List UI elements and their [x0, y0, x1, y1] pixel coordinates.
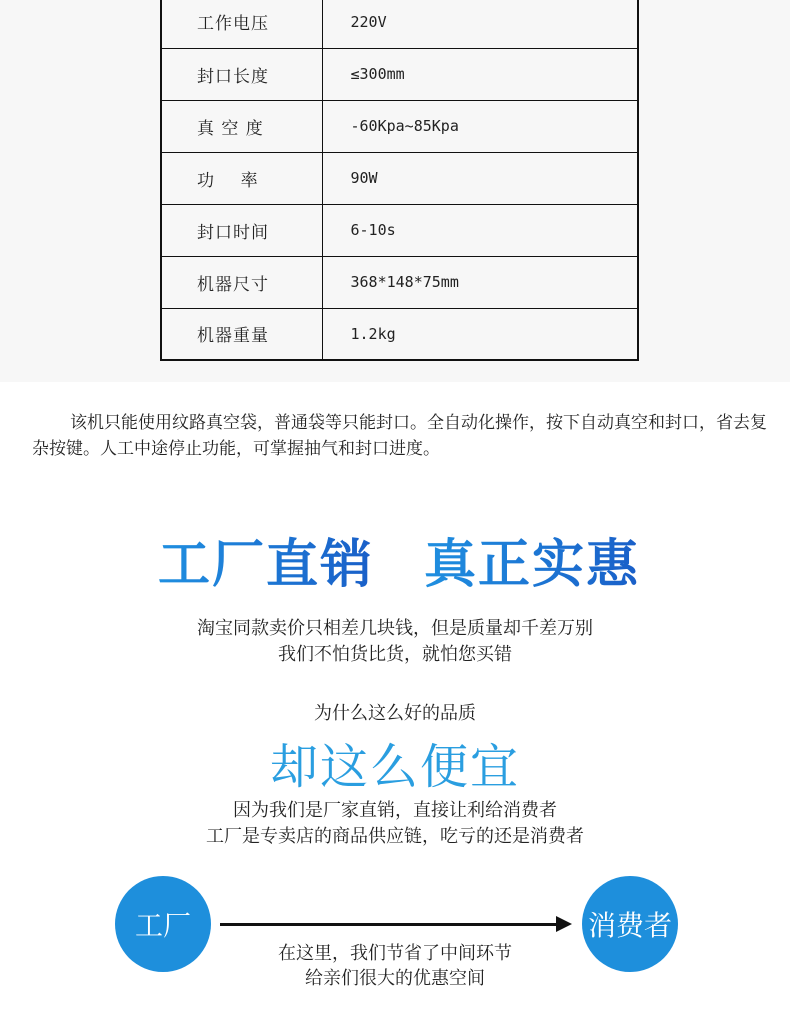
spec-row	[161, 0, 638, 48]
promo-line-1: 淘宝同款卖价只相差几块钱，但是质量却千差万别	[197, 618, 593, 639]
spec-value: 368*148*75mm	[322, 256, 638, 308]
spec-value: ≤300mm	[322, 48, 638, 100]
spec-label: 机器尺寸	[161, 256, 322, 308]
promo-line-4: 因为我们是厂家直销，直接让利给消费者	[233, 800, 557, 821]
spec-label: 功 率	[161, 152, 322, 204]
promo-line-5: 工厂是专卖店的商品供应链，吃亏的还是消费者	[206, 826, 584, 847]
factory-circle: 工厂	[115, 876, 211, 972]
headline-left: 工厂直销	[158, 522, 374, 597]
spec-row	[161, 152, 638, 204]
spec-row	[161, 48, 638, 100]
headline-right: 真正实惠	[424, 522, 640, 597]
flow-caption-1: 在这里，我们节省了中间环节	[278, 943, 512, 964]
spec-row	[161, 204, 638, 256]
spec-value: 1.2kg	[322, 308, 638, 360]
spec-row	[161, 308, 638, 360]
promo-question: 为什么这么好的品质	[314, 703, 476, 724]
promo-cheap-heading: 却这么便宜	[269, 739, 520, 795]
spec-value: 220V	[322, 0, 638, 48]
spec-label: 真 空 度	[161, 100, 322, 152]
spec-label: 机器重量	[161, 308, 322, 360]
spec-value: -60Kpa~85Kpa	[322, 100, 638, 152]
spec-label: 工作电压	[161, 0, 322, 48]
spec-table	[160, 0, 639, 361]
arrow-right-icon	[556, 916, 572, 932]
spec-value: 6-10s	[322, 204, 638, 256]
headline	[0, 522, 790, 595]
spec-row	[161, 100, 638, 152]
product-description: 该机只能使用纹路真空袋，普通袋等只能封口。全自动化操作，按下自动真空和封口，省去复杂按键。人工中途停止功能，可掌握抽气和封口进度。	[32, 413, 767, 459]
spec-value: 90W	[322, 152, 638, 204]
promo-line-2: 我们不怕货比货，就怕您买错	[278, 644, 512, 665]
consumer-circle: 消费者	[582, 876, 678, 972]
spec-label: 封口时间	[161, 204, 322, 256]
flow-caption-2: 给亲们很大的优惠空间	[305, 968, 485, 989]
flow-arrow-line	[220, 923, 568, 926]
spec-row	[161, 256, 638, 308]
spec-section	[0, 0, 790, 382]
spec-label: 封口长度	[161, 48, 322, 100]
